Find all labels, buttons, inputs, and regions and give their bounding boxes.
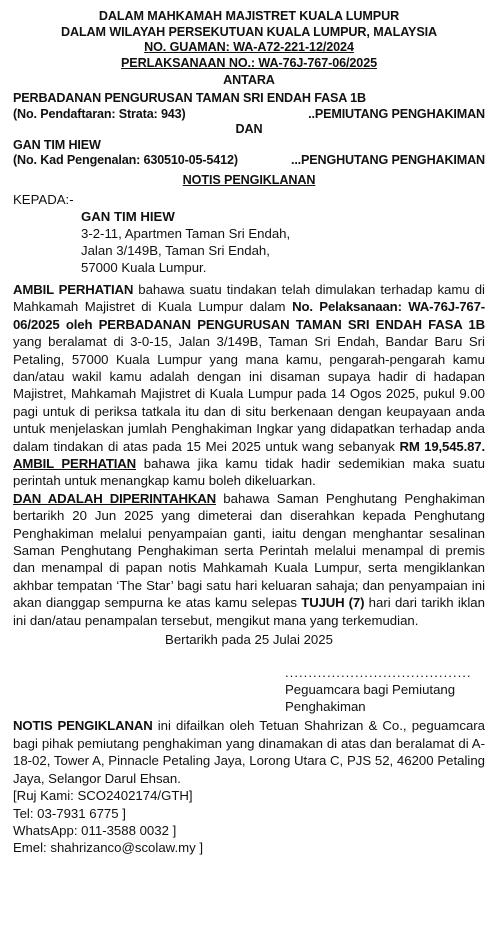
defendant-role: ...PENGHUTANG PENGHAKIMAN	[290, 153, 485, 168]
reference-line: [Ruj Kami: SCO2402174/GTH]	[13, 788, 193, 804]
footer-paragraph: NOTIS PENGIKLANAN ini difailkan oleh Tetuan Shahrizan & Co., peguamcara bagi pihak pemiutang penghakiman yang dinamakan di atas dan beralamat di A-18-02, Tower A, Pinnacle Petaling Jaya, Lorong Utara C, PJS 52, 46200 Petaling Jaya, Selangor Darul Ehsan.	[13, 718, 485, 786]
between-label: ANTARA	[223, 73, 275, 88]
notice-title: NOTIS PENGIKLANAN	[182, 172, 316, 187]
days-count: TUJUH (7)	[301, 595, 365, 611]
whatsapp-line: WhatsApp: 011-3588 0032 ]	[13, 822, 177, 838]
and-label: DAN	[235, 122, 263, 137]
ambil-perhatian-lead-2: AMBIL PERHATIAN	[13, 456, 137, 471]
signature-dots: ........................................	[285, 665, 472, 681]
territory-line: DALAM WILAYAH PERSEKUTUAN KUALA LUMPUR, MALAYSIA	[60, 24, 438, 39]
plaintiff-registration: (No. Pendaftaran: Strata: 943)	[13, 106, 186, 121]
notice-header	[13, 9, 485, 89]
order-lead: DAN ADALAH DIPERINTAHKAN	[13, 490, 216, 506]
defendant-name: GAN TIM HIEW	[13, 137, 101, 152]
plaintiff-name: PERBADANAN PENGURUSAN TAMAN SRI ENDAH FASA 1B	[13, 90, 366, 105]
signature-block	[285, 664, 485, 715]
telephone-line: Tel: 03-7931 6775 ]	[13, 805, 126, 821]
address-line: 57000 Kuala Lumpur.	[81, 259, 207, 275]
signature-line-2: Penghakiman	[285, 699, 366, 715]
footer-lead: NOTIS PENGIKLANAN	[13, 718, 153, 734]
court-name: DALAM MAHKAMAH MAJISTRET KUALA LUMPUR	[98, 9, 400, 23]
judgment-amount: RM 19,545.87.	[399, 438, 485, 454]
notice-paragraph-2: DAN ADALAH DIPERINTAHKAN bahawa Saman Penghutang Penghakiman bertarikh 20 Jun 2025 yang dimeterai dan diserahkan kepada Penghutang Penghakiman melalui penyampaian ganti, iaitu dengan menghantar sesalinan Saman Penghutang Penghakiman serta Perintah melalui menampal di premis dan menampal di papan notis Mahkamah Kuala Lumpur, serta mengiklankan akhbar tempatan ‘The Star’ bagi satu hari keluaran sahaja; dan penyampaian ini akan dianggap sempurna ke atas kamu selepas TUJUH (7) hari dari tarikh iklan ini dan/atau penampalan tersebut, mengikut mana yang terkemudian.	[13, 490, 485, 628]
defendant-ic: (No. Kad Pengenalan: 630510-05-5412)	[13, 153, 238, 168]
execution-reference: No. Pelaksanaan: WA-76J-767-06/2025 oleh PERBADANAN PENGURUSAN TAMAN SRI ENDAH FASA 1B	[13, 299, 485, 332]
signature-line-1: Peguamcara bagi Pemiutang	[285, 682, 456, 698]
defendant-block	[13, 138, 485, 169]
addressee-name: GAN TIM HIEW	[81, 208, 175, 224]
notice-paragraph-1: AMBIL PERHATIAN bahawa suatu tindakan telah dimulakan terhadap kamu di Mahkamah Majistret di Kuala Lumpur dalam No. Pelaksanaan: WA-76J-767-06/2025 oleh PERBADANAN PENGURUSAN TAMAN SRI ENDAH FASA 1B yang beralamat di 3-0-15, Jalan 3/149B, Taman Sri Endah, Bandar Baru Sri Petaling, 57000 Kuala Lumpur yang mana kamu, pengarah-pengarah kamu dan/atau wakil kamu adalah dengan ini disaman supaya hadir di hadapan Majistret, Mahkamah Majistret di Kuala Lumpur pada 14 Ogos 2025, pukul 9.00 pagi untuk di periksa tatkala itu dan di situ berkenaan dengan keupayaan anda untuk menjelaskan jumlah Penghakiman Ingkar yang didapatkan terhadap anda dalam tindakan di atas pada 15 Mei 2025 untuk wang sebanyak RM 19,545.87. AMBIL PERHATIAN bahawa jika kamu tidak hadir sedemikian maka suatu perintah untuk menangkap kamu boleh dikeluarkan.	[13, 281, 485, 489]
addressee-block	[13, 191, 485, 276]
address-line: 3-2-11, Apartmen Taman Sri Endah,	[81, 225, 291, 241]
plaintiff-role: ..PEMIUTANG PENGHAKIMAN	[308, 106, 485, 121]
plaintiff-block	[13, 91, 485, 122]
dated-line: Bertarikh pada 25 Julai 2025	[165, 632, 333, 648]
address-line: Jalan 3/149B, Taman Sri Endah,	[81, 242, 270, 258]
suit-number: NO. GUAMAN: WA-A72-221-12/2024	[144, 40, 354, 55]
addressee-label: KEPADA:-	[13, 191, 74, 207]
email-line: Emel: shahrizanco@scolaw.my ]	[13, 840, 204, 856]
ambil-perhatian-lead: AMBIL PERHATIAN	[13, 281, 134, 297]
execution-number: PERLAKSANAAN NO.: WA-76J-767-06/2025	[120, 55, 378, 70]
